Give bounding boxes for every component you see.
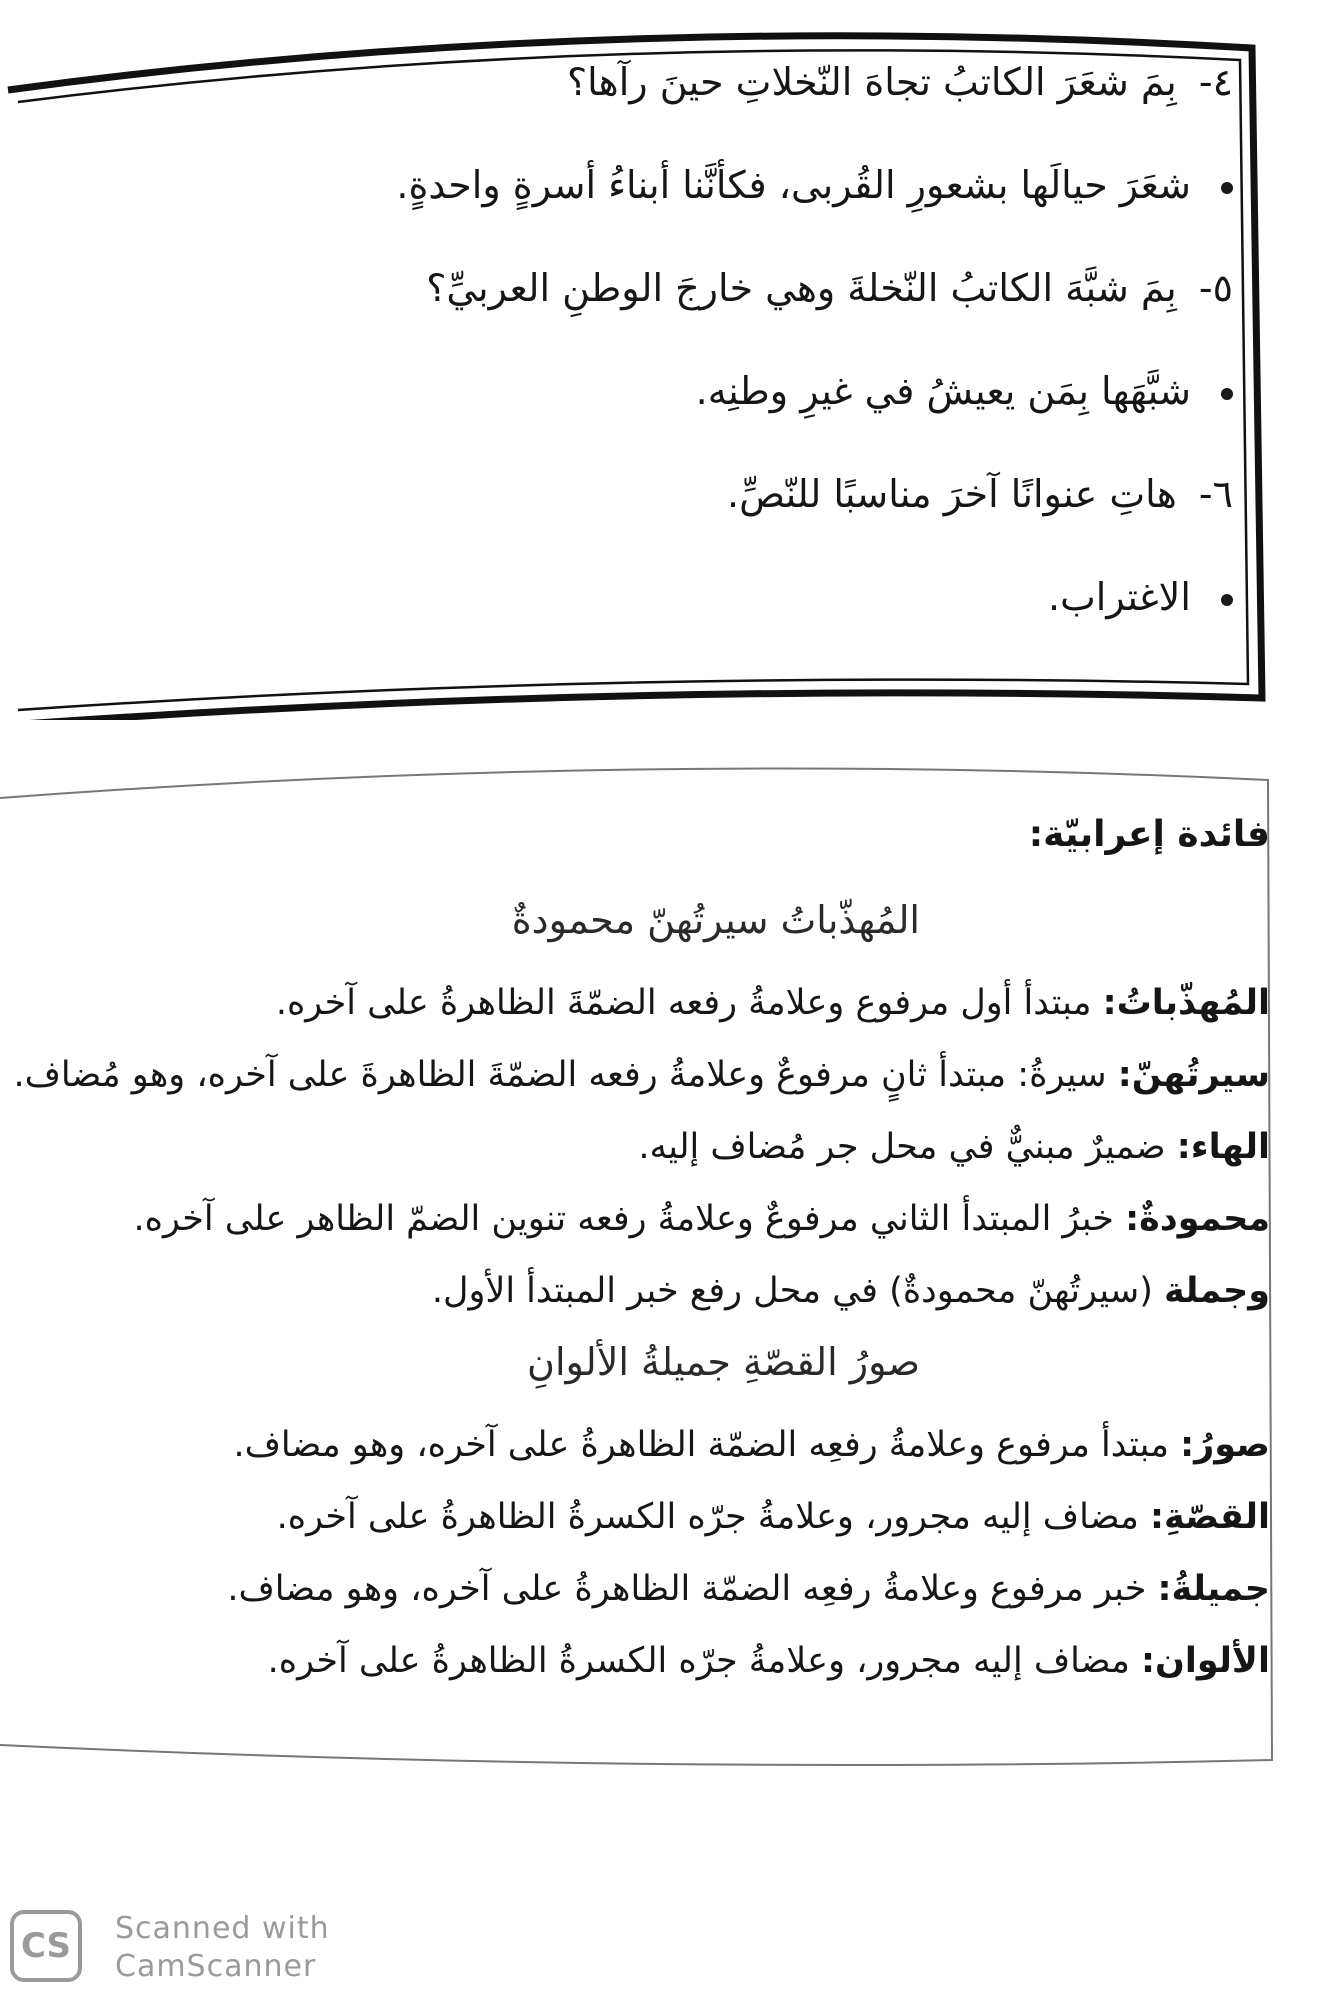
question-number: ٦-: [1198, 472, 1233, 516]
answer-5: [53, 367, 1233, 415]
parse-term: الهاء:: [1176, 1127, 1270, 1167]
question-number: ٥-: [1198, 266, 1233, 310]
parse-text: ضميرٌ مبنيٌّ في محل جر مُضاف إليه.: [638, 1127, 1177, 1167]
parse-term: جميلةُ:: [1157, 1569, 1270, 1609]
parse-line: [30, 1111, 1270, 1183]
parse-term: صورُ:: [1180, 1425, 1270, 1465]
answer-4: [53, 161, 1233, 209]
parse-text: خبرُ المبتدأ الثاني مرفوعٌ وعلامةُ رفعه تنوين الضمّ الظاهر على آخره.: [133, 1199, 1126, 1239]
answer-text: الاغتراب.: [1047, 575, 1191, 619]
grammar-section: [0, 760, 1290, 1800]
grammar-title: فائدة إعرابيّة:: [1028, 814, 1270, 855]
answer-text: شبَّهَها بِمَن يعيشُ في غيرِ وطنِه.: [695, 369, 1191, 413]
parse-text: مبتدأ مرفوع وعلامةُ رفعِه الضمّة الظاهرةُ على آخره، وهو مضاف.: [233, 1425, 1181, 1465]
parse-term: وجملة: [1164, 1271, 1270, 1311]
parse-text: مضاف إليه مجرور، وعلامةُ جرّه الكسرةُ الظاهرةُ على آخره.: [276, 1497, 1150, 1537]
grammar-content: [13, 805, 1270, 1697]
example-sentence-2: صورُ القصّةِ جميلةُ الألوانِ: [527, 1340, 920, 1384]
questions-frame: [0, 20, 1268, 720]
parse-term: الألوان:: [1140, 1641, 1270, 1681]
parse-line: [30, 1409, 1270, 1481]
parse-line: [30, 1625, 1270, 1697]
example-sentence-1: المُهذّباتُ سيرتُهنّ محمودةٌ: [511, 898, 920, 942]
camscanner-watermark: [10, 1910, 370, 1990]
parse-line: [30, 1553, 1270, 1625]
bullet-icon: [1221, 594, 1233, 606]
parse-term: محمودةٌ:: [1125, 1199, 1270, 1239]
question-text: هاتِ عنوانًا آخرَ مناسبًا للنّصِّ.: [727, 472, 1177, 516]
parse-line: [30, 1255, 1270, 1327]
parse-line: [30, 1481, 1270, 1553]
question-number: ٤-: [1198, 60, 1233, 104]
parse-text: مضاف إليه مجرور، وعلامةُ جرّه الكسرةُ الظاهرةُ على آخره.: [267, 1641, 1141, 1681]
question-5: [53, 264, 1233, 312]
camscanner-logo-icon: CS: [10, 1910, 82, 1982]
bullet-icon: [1221, 182, 1233, 194]
question-text: بِمَ شبَّهَ الكاتبُ النّخلةَ وهي خارجَ الوطنِ العربيِّ؟: [426, 266, 1177, 310]
answer-6: [53, 573, 1233, 621]
question-4: [53, 58, 1233, 106]
parse-text: سيرةُ: مبتدأ ثانٍ مرفوعٌ وعلامةُ رفعه الضمّةَ الظاهرةَ على آخره، وهو مُضاف.: [13, 1055, 1118, 1095]
watermark-line-1: Scanned with: [115, 1911, 330, 1946]
question-6: [53, 470, 1233, 518]
parse-text: مبتدأ أول مرفوع وعلامةُ رفعه الضمّةَ الظاهرةُ على آخره.: [275, 983, 1103, 1023]
parse-term: المُهذّباتُ:: [1102, 983, 1270, 1023]
parse-text: خبر مرفوع وعلامةُ رفعِه الضمّة الظاهرةُ على آخره، وهو مضاف.: [227, 1569, 1158, 1609]
question-text: بِمَ شعَرَ الكاتبُ تجاهَ النّخلاتِ حينَ رآها؟: [566, 60, 1177, 104]
parse-text: (سيرتُهنّ محمودةٌ) في محل رفع خبر المبتدأ الأول.: [431, 1271, 1165, 1311]
bullet-icon: [1221, 388, 1233, 400]
parse-term: القصّةِ:: [1149, 1497, 1270, 1537]
watermark-line-2: CamScanner: [115, 1949, 317, 1984]
parse-line: [30, 967, 1270, 1039]
parse-line: [13, 1039, 1270, 1111]
questions-list: [53, 58, 1233, 676]
watermark-text: [115, 1910, 330, 1986]
parse-line: [30, 1183, 1270, 1255]
answer-text: شعَرَ حيالَها بشعورِ القُربى، فكأنَّنا أبناءُ أسرةٍ واحدةٍ.: [396, 163, 1191, 207]
parse-term: سيرتُهنّ:: [1117, 1055, 1270, 1095]
